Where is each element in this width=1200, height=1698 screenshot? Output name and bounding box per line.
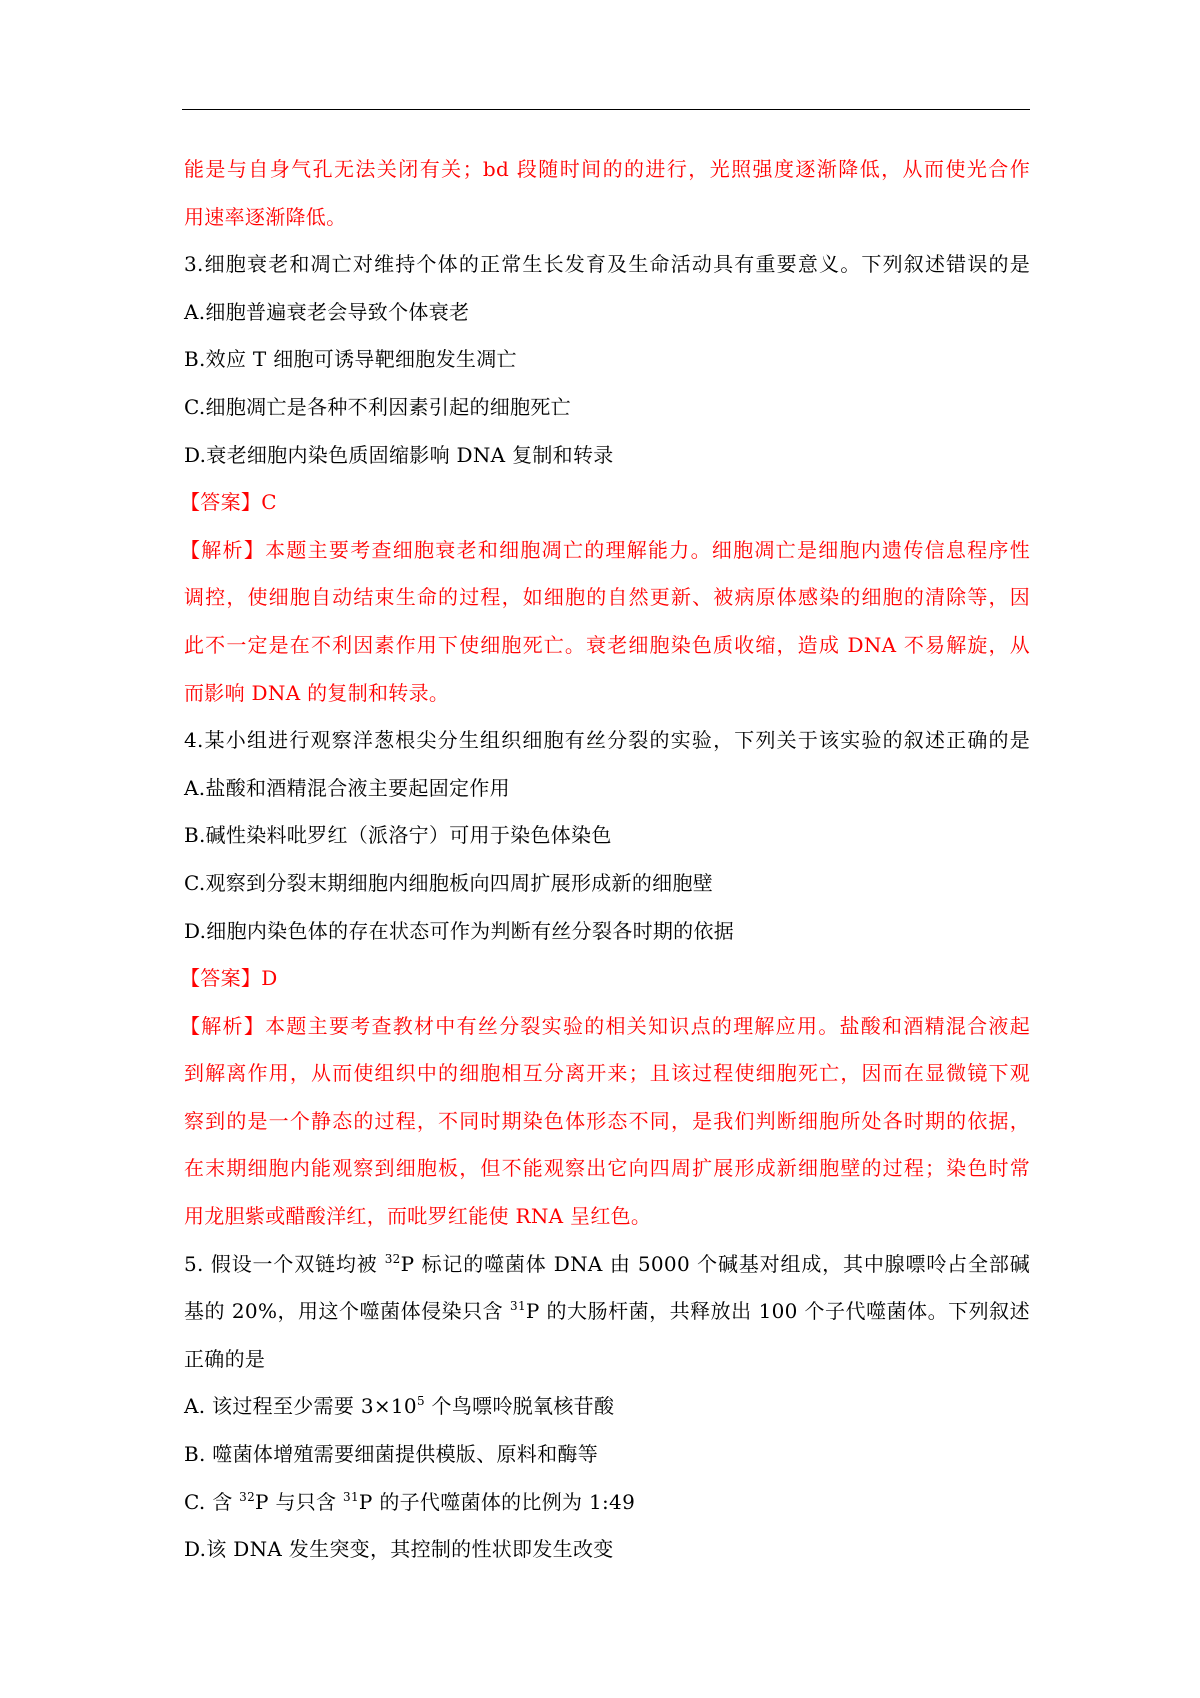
question-4-analysis-line: 【解析】本题主要考查教材中有丝分裂实验的相关知识点的理解应用。盐酸和酒精混合液起 xyxy=(180,1013,1030,1038)
question-4-analysis-line: 用龙胆紫或醋酸洋红，而吡罗红能使 RNA 呈红色。 xyxy=(184,1204,652,1229)
isotope-superscript: 31 xyxy=(343,1489,359,1504)
question-3-answer: 【答案】C xyxy=(180,490,277,515)
question-5-stem: 正确的是 xyxy=(184,1346,266,1371)
question-3-analysis-line: 调控，使细胞自动结束生命的过程，如细胞的自然更新、被病原体感染的细胞的清除等，因 xyxy=(184,585,1030,610)
isotope-superscript: 32 xyxy=(239,1489,256,1504)
question-5-option-a xyxy=(184,1383,1030,1431)
question-3-option-a: A.细胞普遍衰老会导致个体衰老 xyxy=(184,299,470,324)
question-3-option-c: C.细胞凋亡是各种不利因素引起的细胞死亡 xyxy=(184,394,571,419)
question-5-option-d: D.该 DNA 发生突变，其控制的性状即发生改变 xyxy=(184,1537,614,1562)
isotope-superscript: 32 xyxy=(384,1251,401,1266)
question-3-option-b: B.效应 T 细胞可诱导靶细胞发生凋亡 xyxy=(184,347,517,372)
isotope-superscript: 31 xyxy=(510,1299,526,1314)
question-5-stem xyxy=(184,1241,1030,1289)
question-4-option-a: A.盐酸和酒精混合液主要起固定作用 xyxy=(184,775,510,800)
option-text: 个鸟嘌呤脱氧核苷酸 xyxy=(424,1394,615,1419)
question-4-option-d: D.细胞内染色体的存在状态可作为判断有丝分裂各时期的依据 xyxy=(184,918,735,943)
prev-analysis-line: 用速率逐渐降低。 xyxy=(184,204,347,229)
question-4-option-b: B.碱性染料吡罗红（派洛宁）可用于染色体染色 xyxy=(184,823,612,848)
q5-stem-text: P 的大肠杆菌，共释放出 100 个子代噬菌体。下列叙述 xyxy=(525,1299,1030,1324)
question-3-analysis-line: 此不一定是在不利因素作用下使细胞死亡。衰老细胞染色质收缩，造成 DNA 不易解旋，从 xyxy=(184,632,1030,657)
question-3-analysis-line: 而影响 DNA 的复制和转录。 xyxy=(184,680,450,705)
header-rule xyxy=(182,109,1030,110)
question-3-stem: 3.细胞衰老和凋亡对维持个体的正常生长发育及生命活动具有重要意义。下列叙述错误的是 xyxy=(184,252,1030,277)
question-4-answer: 【答案】D xyxy=(180,966,278,991)
q5-stem-text: 5. 假设一个双链均被 xyxy=(184,1251,385,1276)
document-body xyxy=(180,146,1030,1574)
option-text: P 与只含 xyxy=(255,1489,344,1514)
option-text: P 的子代噬菌体的比例为 1:49 xyxy=(358,1489,636,1514)
prev-analysis-line: 能是与自身气孔无法关闭有关；bd 段随时间的的进行，光照强度逐渐降低，从而使光合作 xyxy=(184,157,1030,181)
question-5-stem xyxy=(184,1288,1030,1336)
q5-stem-text: P 标记的噬菌体 DNA 由 5000 个碱基对组成，其中腺嘌呤占全部碱 xyxy=(400,1251,1030,1276)
question-5-option-b: B. 噬菌体增殖需要细菌提供模版、原料和酶等 xyxy=(184,1442,599,1467)
question-3-option-d: D.衰老细胞内染色质固缩影响 DNA 复制和转录 xyxy=(184,442,614,467)
question-5-option-c xyxy=(184,1479,1030,1527)
question-4-analysis-line: 在末期细胞内能观察到细胞板，但不能观察出它向四周扩展形成新细胞壁的过程；染色时常 xyxy=(184,1156,1030,1181)
option-text: C. 含 xyxy=(184,1489,240,1514)
option-text: A. 该过程至少需要 3×10 xyxy=(184,1394,417,1419)
question-4-analysis-line: 到解离作用，从而使组织中的细胞相互分离开来；且该过程使细胞死亡，因而在显微镜下观 xyxy=(184,1061,1030,1086)
q5-stem-text: 基的 20%，用这个噬菌体侵染只含 xyxy=(184,1299,511,1324)
exponent-superscript: 5 xyxy=(416,1394,425,1409)
question-3-analysis-line: 【解析】本题主要考查细胞衰老和细胞凋亡的理解能力。细胞凋亡是细胞内遗传信息程序性 xyxy=(180,537,1030,562)
question-4-stem: 4.某小组进行观察洋葱根尖分生组织细胞有丝分裂的实验，下列关于该实验的叙述正确的是 xyxy=(184,728,1030,753)
question-4-analysis-line: 察到的是一个静态的过程，不同时期染色体形态不同，是我们判断细胞所处各时期的依据， xyxy=(184,1108,1030,1133)
question-4-option-c: C.观察到分裂末期细胞内细胞板向四周扩展形成新的细胞壁 xyxy=(184,870,714,895)
